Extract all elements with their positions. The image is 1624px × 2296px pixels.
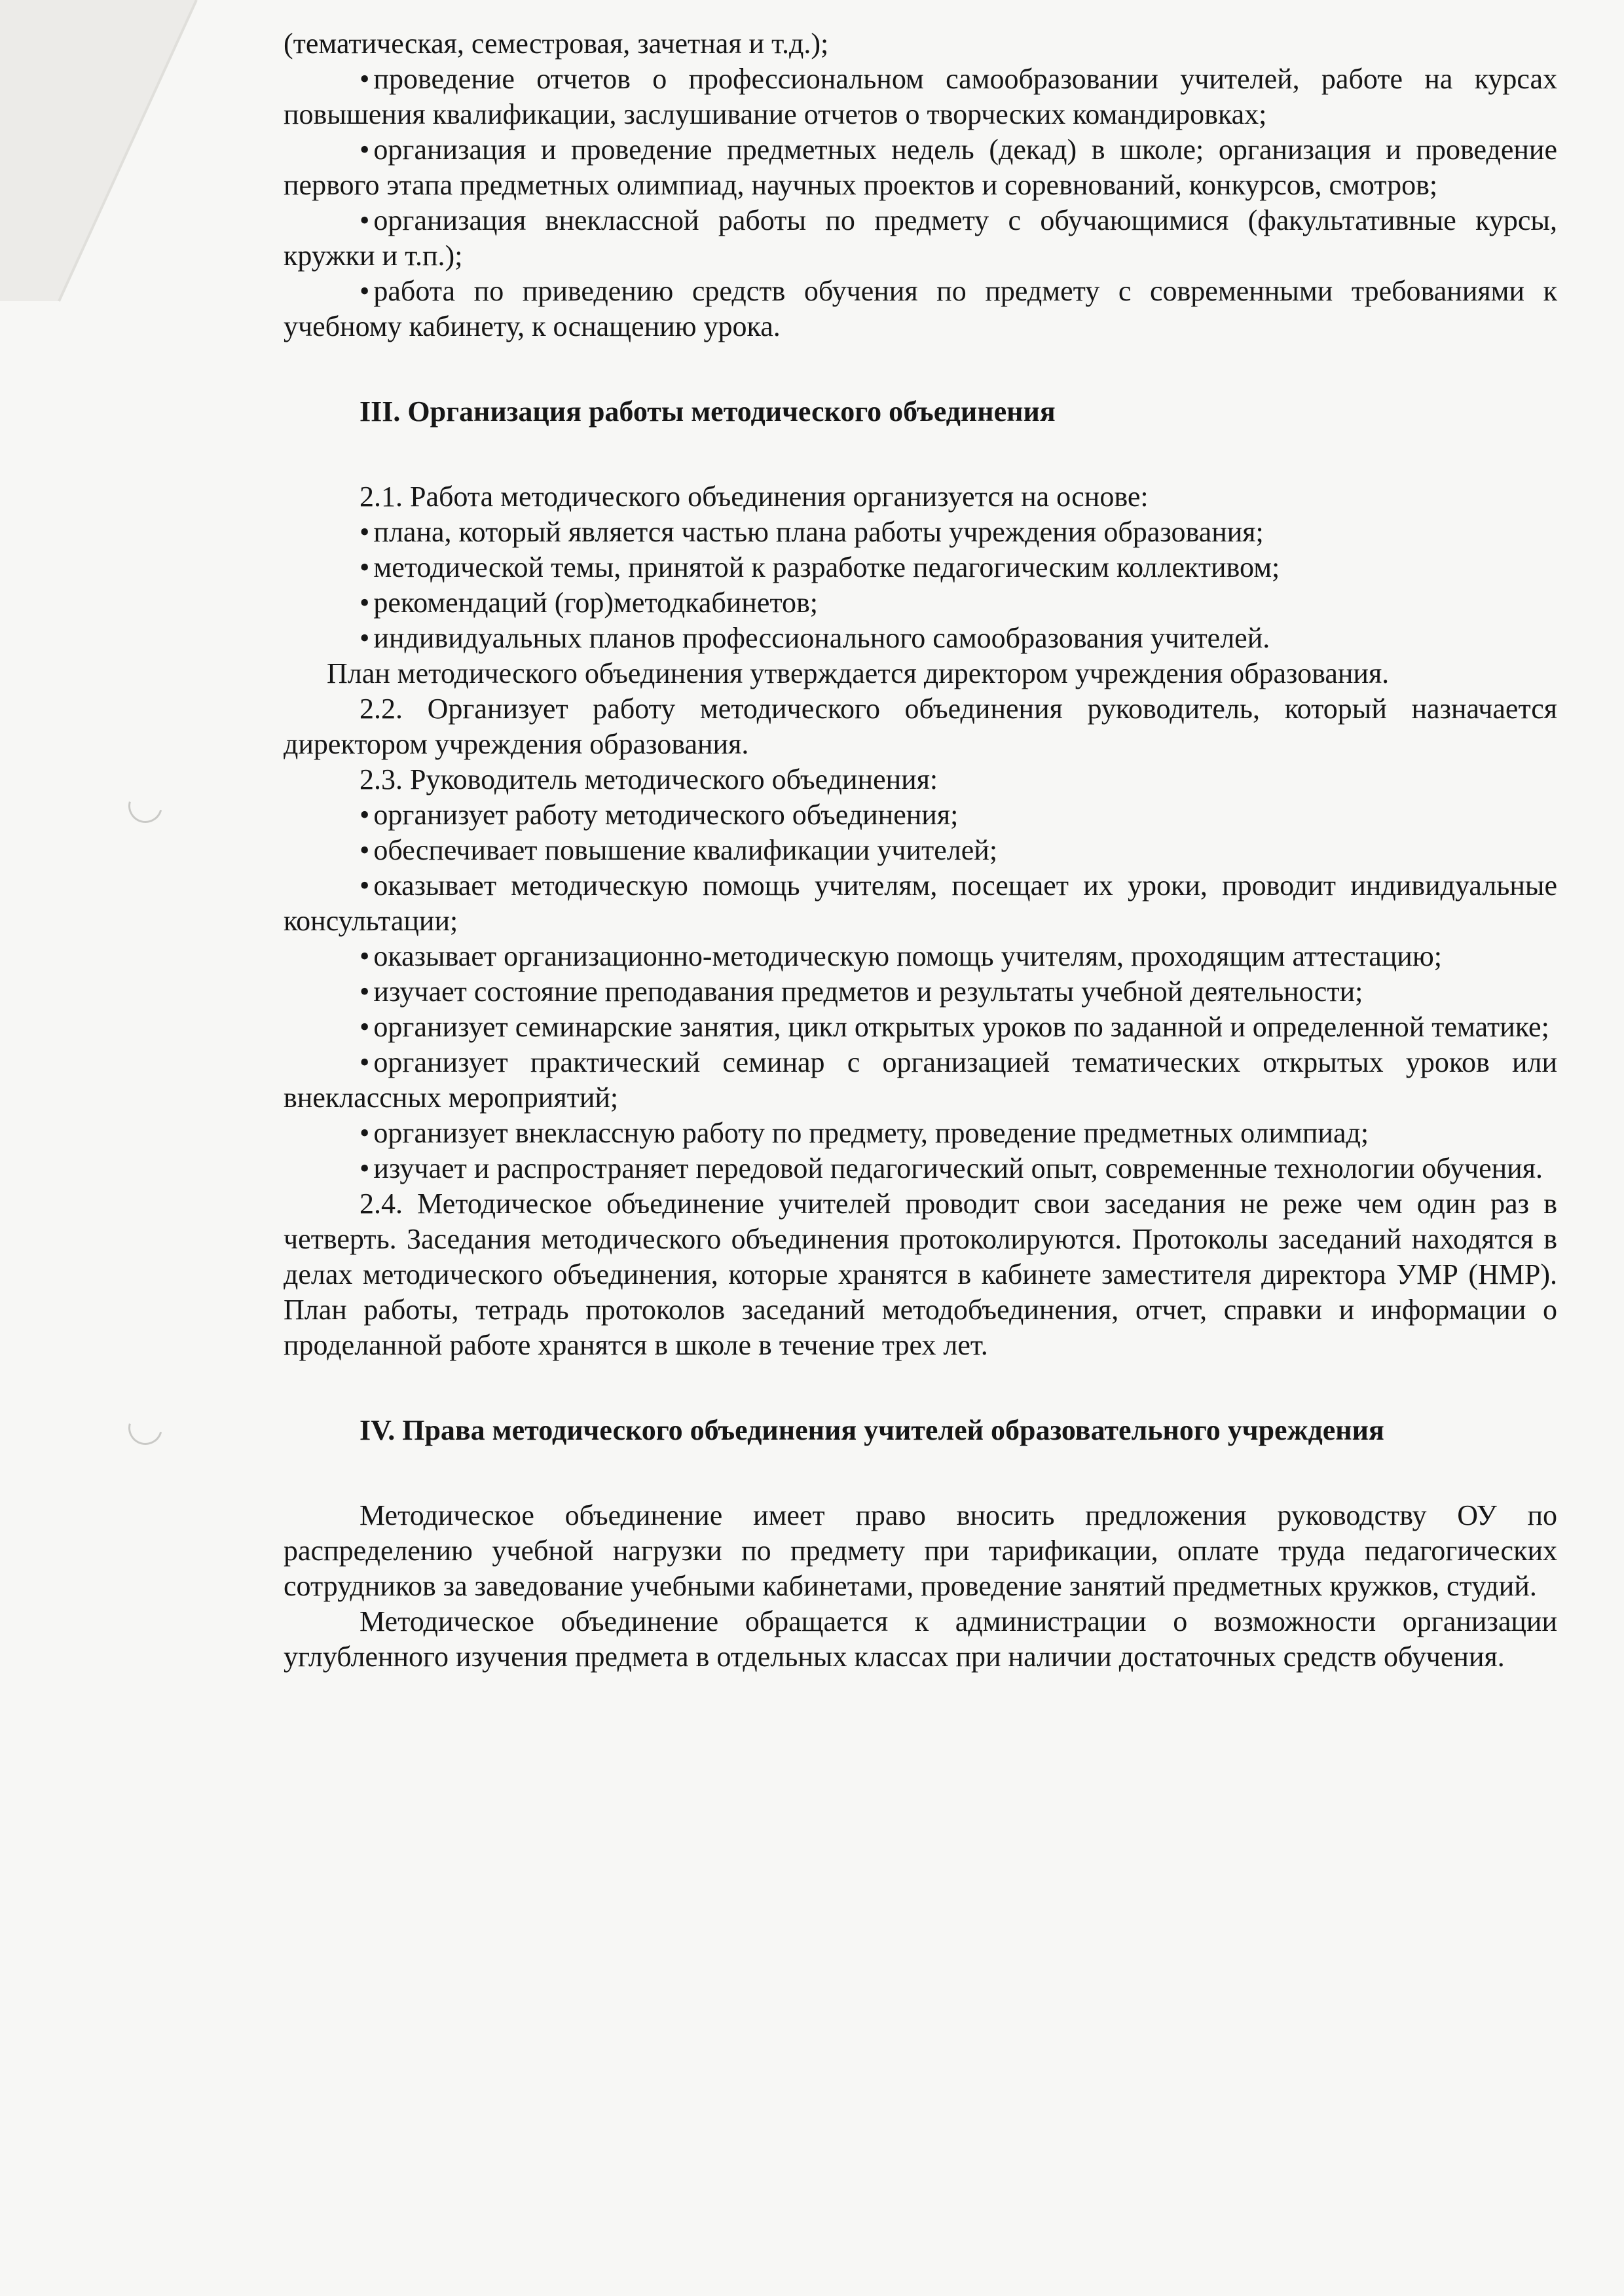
- list-item: • плана, который является частью плана работы учреждения образования;: [284, 515, 1557, 550]
- rights-paragraph-1: Методическое объединение имеет право вносить предложения руководству ОУ по распределению учебной нагрузки по предмету при тарификации, оплате труда педагогических сотрудников за заведование учебными кабинетами, проведение занятий предметных кружков, студий.: [284, 1499, 1557, 1602]
- list-item: • обеспечивает повышение квалификации учителей;: [284, 833, 1557, 868]
- list-item: • проведение отчетов о профессиональном самообразовании учителей, работе на курсах повышения квалификации, заслушивание отчетов о творческих командировках;: [284, 62, 1557, 132]
- rights-paragraph-2: Методическое объединение обращается к администрации о возможности организации углубленного изучения предмета в отдельных классах при наличии достаточных средств обучения.: [284, 1605, 1557, 1673]
- list-item: • изучает и распространяет передовой педагогический опыт, современные технологии обучения.: [284, 1151, 1557, 1186]
- list-item: • оказывает организационно-методическую помощь учителям, проходящим аттестацию;: [284, 939, 1557, 974]
- list-item: • организует работу методического объединения;: [284, 797, 1557, 833]
- paragraph-2-2: 2.2. Организует работу методического объединения руководитель, который назначается директором учреждения образования.: [284, 693, 1557, 760]
- list-item: • организует семинарские занятия, цикл открытых уроков по заданной и определенной тематике;: [284, 1010, 1557, 1045]
- paragraph-2-3: 2.3. Руководитель методического объединения:: [360, 763, 938, 795]
- list-item: • организует практический семинар с организацией тематических открытых уроков или внеклассных мероприятий;: [284, 1045, 1557, 1116]
- folded-corner-shadow: [0, 0, 196, 301]
- list-item: • работа по приведению средств обучения по предмету с современными требованиями к учебному кабинету, к оснащению урока.: [284, 274, 1557, 344]
- punch-hole-top: [122, 782, 168, 829]
- fold-line: [59, 0, 196, 301]
- top-fragment: (тематическая, семестровая, зачетная и т.д.);: [284, 27, 829, 60]
- section-3-heading: III. Организация работы методического объединения: [360, 395, 1056, 428]
- list-item: • организует внеклассную работу по предмету, проведение предметных олимпиад;: [284, 1116, 1557, 1151]
- basis-list: [284, 515, 1557, 656]
- list-item: • методической темы, принятой к разработке педагогическим коллективом;: [284, 550, 1557, 585]
- list-item: • организация и проведение предметных недель (декад) в школе; организация и проведение первого этапа предметных олимпиад, научных проектов и соревнований, конкурсов, смотров;: [284, 132, 1557, 203]
- section-4-heading: IV. Права методического объединения учителей образовательного учреждения: [360, 1414, 1384, 1446]
- document-page: [284, 26, 1557, 1675]
- list-item: • организация внеклассной работы по предмету с обучающимися (факультативные курсы, кружки и т.п.);: [284, 203, 1557, 274]
- duties-list: [284, 62, 1557, 344]
- head-duties-list: [284, 797, 1557, 1186]
- list-item: • рекомендаций (гор)методкабинетов;: [284, 585, 1557, 621]
- paragraph-2-1: 2.1. Работа методического объединения организуется на основе:: [360, 481, 1149, 513]
- list-item: • изучает состояние преподавания предметов и результаты учебной деятельности;: [284, 974, 1557, 1010]
- list-item: • индивидуальных планов профессионального самообразования учителей.: [284, 621, 1557, 656]
- paragraph-2-4: 2.4. Методическое объединение учителей проводит свои заседания не реже чем один раз в четверть. Заседания методического объединения протоколируются. Протоколы заседаний находятся в делах методического объединения, которые хранятся в кабинете заместителя директора УМР (НМР). План работы, тетрадь протоколов заседаний методобъединения, отчет, справки и информации о проделанной работе хранятся в школе в течение трех лет.: [284, 1188, 1557, 1361]
- list-item: • оказывает методическую помощь учителям, посещает их уроки, проводит индивидуальные консультации;: [284, 868, 1557, 939]
- punch-hole-bottom: [122, 1404, 168, 1451]
- plan-approval-paragraph: План методического объединения утверждается директором учреждения образования.: [327, 657, 1390, 689]
